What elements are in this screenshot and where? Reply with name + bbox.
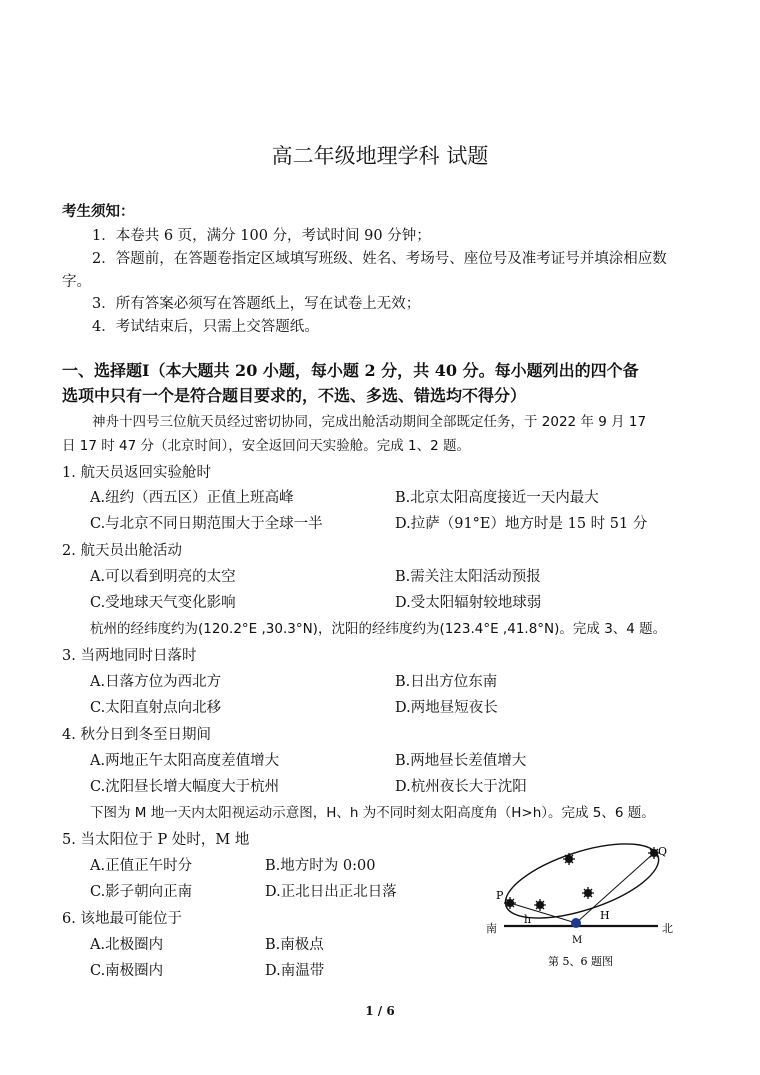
question-3-option-d: D.两地昼短夜长: [395, 700, 498, 716]
question-3-option-b: B.日出方位东南: [395, 674, 498, 690]
notice-item-4: 4．考试结束后，只需上交答题纸。: [92, 319, 319, 335]
question-2-option-a: A.可以看到明亮的太空: [90, 569, 236, 585]
question-2-option-c: C.受地球天气变化影响: [90, 595, 236, 611]
notice-item-1: 1．本卷共 6 页，满分 100 分，考试时间 90 分钟；: [92, 228, 431, 244]
sun-path-ellipse: [497, 835, 667, 933]
question-2-option-d: D.受太阳辐射较地球弱: [395, 595, 542, 611]
observer-m-dot: [571, 918, 581, 928]
question-1-option-a: A.纽约（西五区）正值上班高峰: [90, 490, 294, 506]
section-heading-line1: 一、选择题Ⅰ（本大题共 20 小题，每小题 2 分，共 40 分。每小题列出的四个备: [62, 361, 639, 380]
label-q: Q: [658, 845, 668, 858]
question-1-option-c: C.与北京不同日期范围大于全球一半: [90, 516, 323, 532]
section-heading-line2: 选项中只有一个是符合题目要求的，不选、多选、错选均不得分）: [62, 386, 527, 405]
question-4-option-a: A.两地正午太阳高度差值增大: [90, 753, 280, 769]
label-h-big: H: [600, 909, 610, 922]
question-4-option-d: D.杭州夜长大于沈阳: [395, 779, 527, 795]
question-1-stem: 1. 航天员返回实验舱时: [62, 465, 211, 481]
label-m: M: [572, 935, 583, 946]
question-6-option-c: C.南极圈内: [90, 963, 164, 979]
question-5-option-b: B.地方时为 0:00: [265, 858, 376, 874]
question-5-stem: 5. 当太阳位于 P 处时，M 地: [62, 832, 250, 848]
question-3-stem: 3. 当两地同时日落时: [62, 648, 197, 664]
notice-heading: 考生须知：: [62, 203, 135, 220]
question-4-option-b: B.两地昼长差值增大: [395, 753, 527, 769]
label-south: 南: [486, 922, 497, 935]
passage-1-line2: 日 17 时 47 分（北京时间），安全返回问天实验舱。完成 1、2 题。: [62, 438, 471, 454]
page-title: 高二年级地理学科 试题: [271, 144, 489, 168]
notice-item-2: 2．答题前，在答题卷指定区域填写班级、姓名、考场号、座位号及准考证号并填涂相应数: [92, 251, 667, 267]
sun-icon: [582, 887, 594, 899]
sun-icon: [563, 853, 575, 865]
question-4-option-c: C.沈阳昼长增大幅度大于杭州: [90, 779, 280, 795]
question-5-option-a: A.正值正午时分: [90, 858, 193, 874]
notice-item-2-cont: 字。: [62, 274, 91, 290]
label-p: P: [496, 889, 504, 902]
question-4-stem: 4. 秋分日到冬至日期间: [62, 727, 211, 743]
question-6-option-b: B.南极点: [265, 937, 324, 953]
passage-2: 杭州的经纬度约为(120.2°E ,30.3°N)，沈阳的经纬度约为(123.4°E ,41.8°N)。完成 3、4 题。: [90, 621, 667, 637]
label-north: 北: [662, 922, 673, 935]
question-1-option-d: D.拉萨（91°E）地方时是 15 时 51 分: [395, 516, 648, 532]
question-2-option-b: B.需关注太阳活动预报: [395, 569, 541, 585]
sun-icon: [534, 899, 546, 911]
question-5-option-c: C.影子朝向正南: [90, 884, 193, 900]
passage-3: 下图为 M 地一天内太阳视运动示意图，H、h 为不同时刻太阳高度角（H>h）。完成 5、6 题。: [90, 805, 655, 821]
question-6-option-a: A.北极圈内: [90, 937, 164, 953]
question-6-stem: 6. 该地最可能位于: [62, 911, 182, 927]
question-6-option-d: D.南温带: [265, 963, 325, 979]
question-3-option-c: C.太阳直射点向北移: [90, 700, 222, 716]
question-3-option-a: A.日落方位为西北方: [90, 674, 222, 690]
sun-path-diagram: [480, 835, 690, 975]
notice-item-3: 3．所有答案必须写在答题纸上，写在试卷上无效；: [92, 296, 421, 312]
question-5-option-d: D.正北日出正北日落: [265, 884, 397, 900]
question-2-stem: 2. 航天员出舱活动: [62, 543, 182, 559]
passage-1-line1: 神舟十四号三位航天员经过密切协同，完成出舱活动期间全部既定任务，于 2022 年 9 月 17: [92, 414, 647, 430]
label-h-small: h: [524, 913, 532, 926]
question-1-option-b: B.北京太阳高度接近一天内最大: [395, 490, 599, 506]
figure-caption: 第 5、6 题图: [548, 955, 613, 968]
page-number: 1 / 6: [365, 1004, 395, 1018]
